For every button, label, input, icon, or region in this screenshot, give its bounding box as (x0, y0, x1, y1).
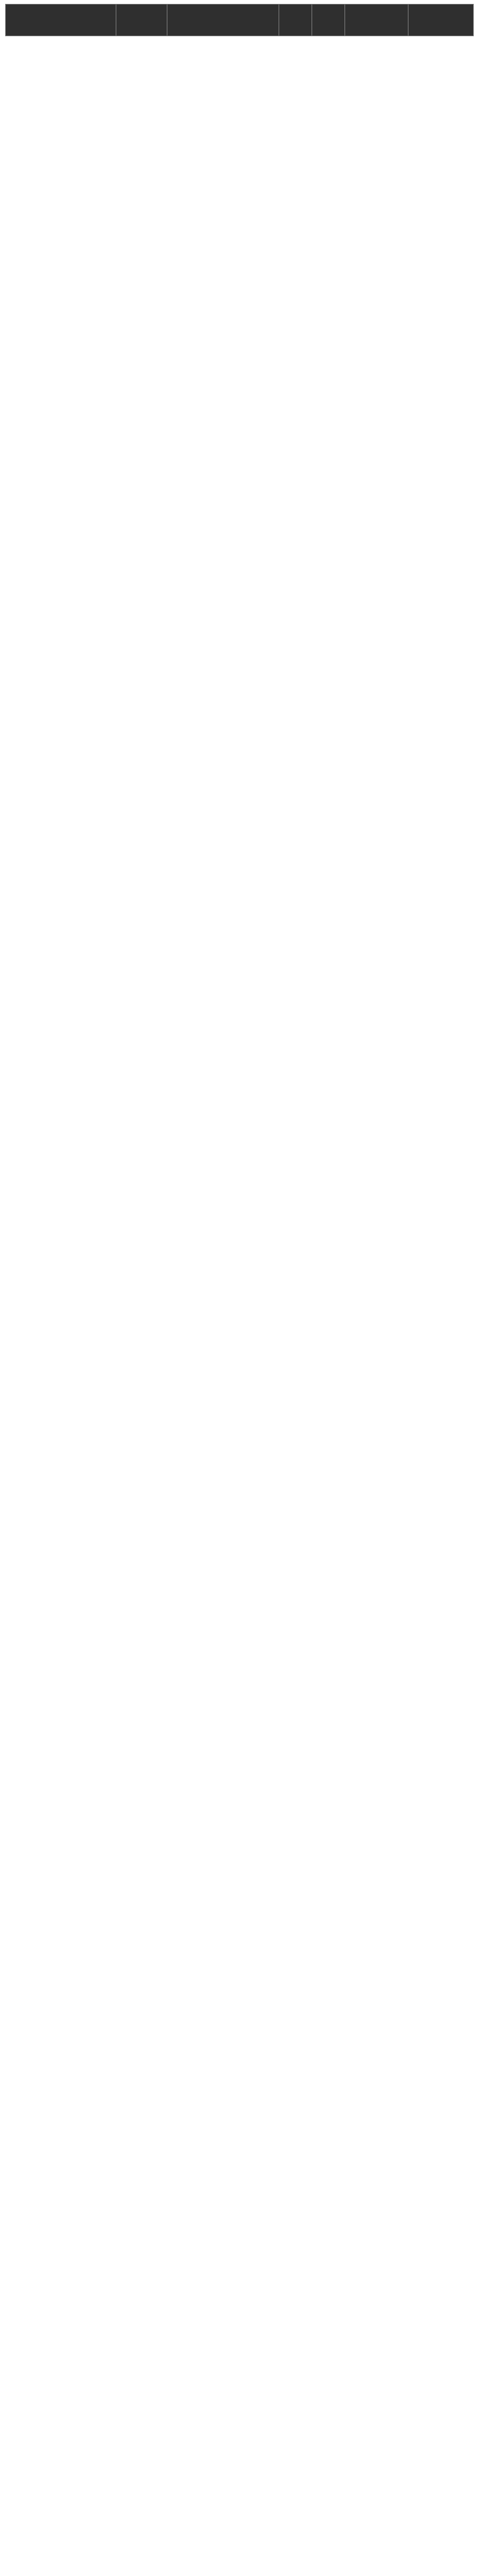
header-box (312, 5, 345, 36)
header-model (6, 5, 116, 36)
header-name (167, 5, 279, 36)
header-weight (408, 5, 474, 36)
header-size (345, 5, 408, 36)
product-table (5, 4, 474, 36)
header-model-spacer (116, 5, 167, 36)
table-header (6, 5, 474, 36)
header-qty (279, 5, 312, 36)
